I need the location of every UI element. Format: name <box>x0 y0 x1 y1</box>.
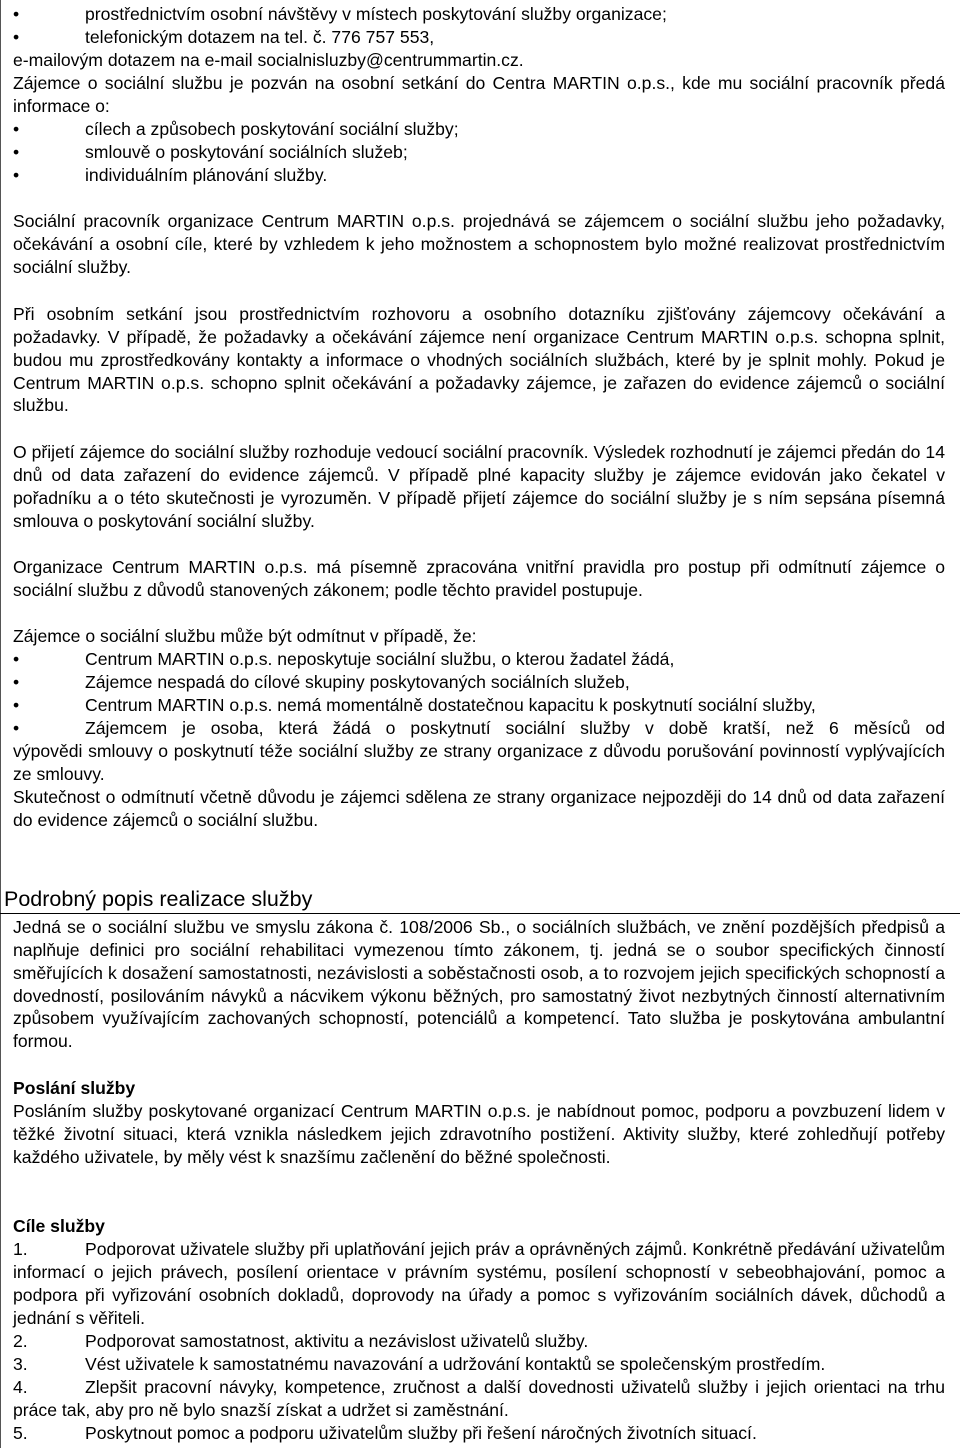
goal-item: 2. Podporovat samostatnost, aktivitu a nezávislost uživatelů služby. <box>13 1331 589 1351</box>
meeting-paragraph: Zájemce o sociální službu je pozván na osobní setkání do Centra MARTIN o.p.s., kde mu sociální pracovník předá informace o: <box>13 73 945 116</box>
refusal-outro: Skutečnost o odmítnutí včetně důvodu je zájemci sdělena ze strany organizace nejpozději do 14 dnů od data zařazení do evidence zájemců o sociální službu. <box>13 787 945 830</box>
bullet-icon: • <box>13 4 20 24</box>
bullet-icon: • <box>13 718 20 738</box>
email-line: e-mailovým dotazem na e-mail socialnisluzby@centrummartin.cz. <box>13 50 524 70</box>
paragraph: Organizace Centrum MARTIN o.p.s. má písemně zpracována vnitřní pravidla pro postup při odmítnutí zájemce o sociální službu z důvodů stanovených zákonem; podle těchto pravidel postupuje. <box>13 557 945 600</box>
goals-heading: Cíle služby <box>13 1216 105 1236</box>
bullet-continuation: výpovědi smlouvy o poskytnutí téže sociální služby ze strany organizace z důvodu porušování povinností vyplývajících ze smlouvy. <box>13 741 945 784</box>
page-margin-line <box>0 0 1 1448</box>
goal-item: 4. Zlepšit pracovní návyky, kompetence, zručnost a další dovednosti uživatelů služby i jejich orientaci na trhu práce tak, aby pro ně bylo snazší získat a udržet si zaměstnání. <box>13 1377 945 1420</box>
mission-text: Posláním služby poskytované organizací Centrum MARTIN o.p.s. je nabídnout pomoc, podporu a povzbuzení lidem v těžké životní situaci, která vznikla následkem jejich zdravotního postižení. Aktivity služby, které zohledňují potřeby každého uživatele, by měly vést k snazšímu začlenění do běžné společnosti. <box>13 1101 945 1167</box>
bullet-item: • Centrum MARTIN o.p.s. neposkytuje sociální službu, o kterou žadatel žádá, <box>13 649 675 669</box>
bullet-item: • cílech a způsobech poskytování sociální služby; <box>13 119 459 139</box>
bullet-icon: • <box>13 649 20 669</box>
bullet-item: • individuálním plánování služby. <box>13 165 328 185</box>
bullet-icon: • <box>13 165 20 185</box>
goal-item: 3. Vést uživatele k samostatnému navazování a udržování kontaktů se společenským prostředím. <box>13 1354 826 1374</box>
bullet-item: • Zájemce nespadá do cílové skupiny poskytovaných sociálních služeb, <box>13 672 630 692</box>
section-divider <box>0 913 960 914</box>
bullet-item: • Zájemcem je osoba, která žádá o poskytnutí sociální služby v době kratší, než 6 měsíců od <box>13 718 945 738</box>
bullet-icon: • <box>13 695 20 715</box>
bullet-icon: • <box>13 672 20 692</box>
bullet-icon: • <box>13 119 20 139</box>
bullet-item: • smlouvě o poskytování sociálních služeb; <box>13 142 408 162</box>
bullet-icon: • <box>13 142 20 162</box>
section-title: Podrobný popis realizace služby <box>4 887 313 911</box>
bullet-icon: • <box>13 27 20 47</box>
paragraph: Při osobním setkání jsou prostřednictvím rozhovoru a osobního dotazníku zjišťovány zájemcovy očekávání a požadavky. V případě, že požadavky a očekávání zájemce není organizace Centrum MARTIN o.p.s. schopna splnit, budou mu zprostředkovány kontakty a informace o vhodných sociálních službách, které by je splnit mohly. Pokud je Centrum MARTIN o.p.s. schopno splnit očekávání a požadavky zájemce, je zařazen do evidence zájemců o sociální službu. <box>13 304 945 416</box>
bullet-item: • Centrum MARTIN o.p.s. nemá momentálně dostatečnou kapacitu k poskytnutí sociální služby, <box>13 695 816 715</box>
goal-item: 1. Podporovat uživatele služby při uplatňování jejich práv a oprávněných zájmů. Konkrétně předávání uživatelům informací o jejich právech, posílení orientace v právním systému, posílení schopností v sebeobhajování, pomoc a podpora při vyřizování osobních dokladů, doprovody na úřady a pomoc s vyřizováním sociálních dávek, důchodů a jednání s věřiteli. <box>13 1239 945 1328</box>
goal-item: 5. Poskytnout pomoc a podporu uživatelům služby při řešení náročných životních situací. <box>13 1423 757 1443</box>
bullet-item: • prostřednictvím osobní návštěvy v místech poskytování služby organizace; <box>13 4 667 24</box>
paragraph: Sociální pracovník organizace Centrum MARTIN o.p.s. projednává se zájemcem o sociální službu jeho požadavky, očekávání a osobní cíle, které by vzhledem k jeho možnostem a schopnostem bylo možné realizovat prostřednictvím sociální služby. <box>13 211 945 277</box>
paragraph: O přijetí zájemce do sociální služby rozhoduje vedoucí sociální pracovník. Výsledek rozhodnutí je zájemci předán do 14 dnů od data zařazení do evidence zájemců. V případě plné kapacity služby je zájemce evidován jako čekatel v pořadníku a o této skutečnosti je vyrozuměn. V případě přijetí zájemce do sociální služby je s ním sepsána písemná smlouva o poskytování sociální služby. <box>13 442 945 531</box>
refusal-intro: Zájemce o sociální službu může být odmítnut v případě, že: <box>13 626 477 646</box>
section-intro: Jedná se o sociální službu ve smyslu zákona č. 108/2006 Sb., o sociálních službách, ve znění pozdějších předpisů a naplňuje definici pro sociální rehabilitaci vymezenou tímto zákonem, tj. jedná se o soubor specifických činností směřujících k dosažení samostatnosti, nezávislosti a soběstačnosti osob, a to rozvojem jejich specifických schopností a dovedností, posilováním návyků a nácvikem výkonu běžných, pro samostatný život nezbytných činností alternativním způsobem využívajícím zachovaných schopností, potenciálů a kompetencí. Tato služba je poskytována ambulantní formou. <box>13 917 945 1052</box>
mission-heading: Poslání služby <box>13 1078 136 1098</box>
bullet-item: • telefonickým dotazem na tel. č. 776 757 553, <box>13 27 435 47</box>
